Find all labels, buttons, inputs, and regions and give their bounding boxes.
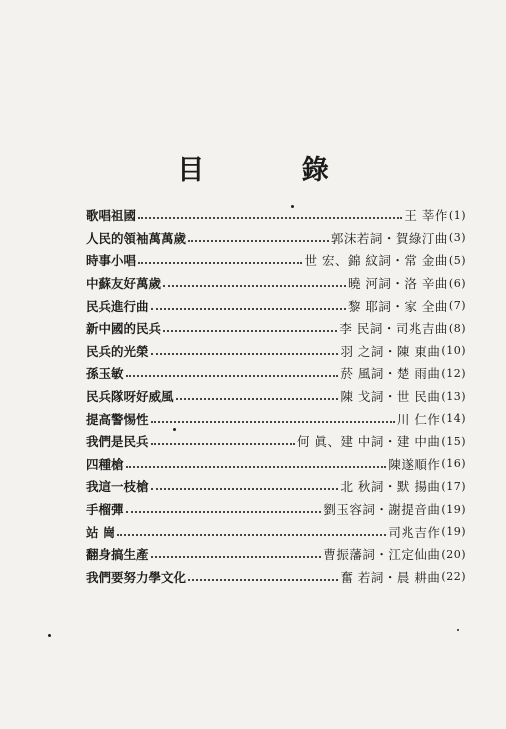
- ink-speck: [457, 629, 459, 631]
- dot-leader: [151, 443, 295, 445]
- toc-entry-credit: 李 民詞・司兆吉曲: [339, 321, 448, 337]
- toc-entry-title: 站 崗: [86, 524, 116, 540]
- toc-entry[interactable]: [86, 249, 466, 272]
- dot-leader: [163, 285, 346, 287]
- dot-leader: [126, 511, 322, 513]
- toc-entry[interactable]: [86, 362, 466, 385]
- dot-leader: [151, 488, 339, 490]
- ink-speck: [48, 634, 51, 637]
- toc-entry-page: (12): [441, 366, 466, 380]
- toc-entry-title: 新中國的民兵: [86, 321, 162, 337]
- toc-entry[interactable]: [86, 317, 466, 340]
- toc-entry-page: (15): [441, 434, 466, 448]
- toc-entry[interactable]: [86, 294, 466, 317]
- dot-leader: [163, 330, 337, 332]
- table-of-contents: [86, 204, 466, 588]
- dot-leader: [151, 556, 322, 558]
- toc-entry-page: (1): [448, 208, 466, 222]
- toc-entry-title: 提高警惕性: [86, 411, 149, 427]
- toc-entry-credit: 黎 耶詞・家 全曲: [347, 298, 448, 314]
- toc-entry-title: 人民的領袖萬萬歲: [86, 230, 187, 246]
- page-title: 目 錄: [177, 155, 373, 186]
- dot-leader: [126, 375, 339, 377]
- toc-entry-title: 我這一枝槍: [86, 479, 149, 495]
- toc-entry[interactable]: [86, 453, 466, 476]
- toc-entry-credit: 曹振藩詞・江定仙曲: [323, 547, 441, 563]
- toc-entry-page: (14): [441, 412, 466, 426]
- dot-leader: [138, 262, 302, 264]
- toc-entry-credit: 何 眞、建 中詞・建 中曲: [296, 434, 441, 450]
- toc-entry[interactable]: [86, 227, 466, 250]
- toc-entry-page: (20): [441, 547, 466, 561]
- toc-entry-title: 時事小唱: [86, 253, 137, 269]
- toc-entry-page: (6): [448, 276, 466, 290]
- toc-entry-credit: 陳遂順作: [388, 456, 441, 472]
- toc-entry-title: 歌唱祖國: [86, 208, 137, 224]
- dot-leader: [117, 534, 386, 536]
- toc-entry-page: (19): [441, 502, 466, 516]
- toc-entry-credit: 王 莘作: [404, 208, 448, 224]
- toc-entry-credit: 曉 河詞・洛 辛曲: [347, 276, 448, 292]
- toc-entry[interactable]: [86, 430, 466, 453]
- toc-entry-title: 民兵進行曲: [86, 298, 149, 314]
- toc-entry-title: 孫玉敏: [86, 366, 124, 382]
- toc-entry-credit: 司兆吉作: [388, 524, 441, 540]
- toc-entry-credit: 陳 戈詞・世 民曲: [340, 389, 441, 405]
- toc-entry-page: (22): [441, 570, 466, 584]
- toc-entry-page: (10): [441, 344, 466, 358]
- dot-leader: [151, 308, 346, 310]
- toc-entry-title: 我們是民兵: [86, 434, 149, 450]
- toc-entry[interactable]: [86, 204, 466, 227]
- dot-leader: [151, 421, 395, 423]
- toc-entry[interactable]: [86, 340, 466, 363]
- toc-entry-title: 民兵的光榮: [86, 343, 149, 359]
- toc-entry-title: 四種槍: [86, 456, 124, 472]
- dot-leader: [138, 217, 402, 219]
- ink-speck: [173, 428, 176, 431]
- toc-entry-title: 翻身搞生產: [86, 547, 149, 563]
- toc-entry[interactable]: [86, 520, 466, 543]
- toc-entry-credit: 羽 之詞・陳 東曲: [340, 343, 441, 359]
- toc-entry-title: 民兵隊呀好威風: [86, 389, 174, 405]
- toc-entry-page: (19): [441, 525, 466, 539]
- ink-speck: [291, 205, 294, 208]
- toc-entry-page: (16): [441, 457, 466, 471]
- toc-entry-page: (5): [448, 253, 466, 267]
- toc-entry[interactable]: [86, 385, 466, 408]
- toc-entry-credit: 川 仁作: [396, 411, 441, 427]
- toc-entry-title: 手榴彈: [86, 502, 124, 518]
- toc-entry-title: 中蘇友好萬歲: [86, 276, 162, 292]
- toc-entry-title: 我們要努力學文化: [86, 569, 187, 585]
- toc-entry[interactable]: [86, 543, 466, 566]
- dot-leader: [188, 579, 338, 581]
- toc-entry-credit: 郭沫若詞・賀綠汀曲: [330, 230, 448, 246]
- toc-entry-page: (17): [441, 479, 466, 493]
- toc-entry[interactable]: [86, 475, 466, 498]
- toc-entry[interactable]: [86, 272, 466, 295]
- dot-leader: [151, 353, 339, 355]
- dot-leader: [126, 466, 387, 468]
- toc-entry[interactable]: [86, 566, 466, 589]
- dot-leader: [188, 240, 329, 242]
- toc-entry[interactable]: [86, 407, 466, 430]
- toc-entry-credit: 世 宏、錦 紋詞・常 金曲: [304, 253, 448, 269]
- toc-entry-credit: 奮 若詞・晨 耕曲: [340, 569, 441, 585]
- toc-entry-credit: 北 秋詞・默 揚曲: [340, 479, 441, 495]
- toc-entry-credit: 菸 風詞・楚 雨曲: [340, 366, 441, 382]
- toc-entry-page: (8): [448, 321, 466, 335]
- dot-leader: [176, 398, 339, 400]
- toc-entry-page: (13): [441, 389, 466, 403]
- toc-entry-page: (7): [448, 299, 466, 313]
- toc-entry-credit: 劉玉容詞・謝提音曲: [323, 502, 441, 518]
- toc-entry[interactable]: [86, 498, 466, 521]
- toc-entry-page: (3): [448, 231, 466, 245]
